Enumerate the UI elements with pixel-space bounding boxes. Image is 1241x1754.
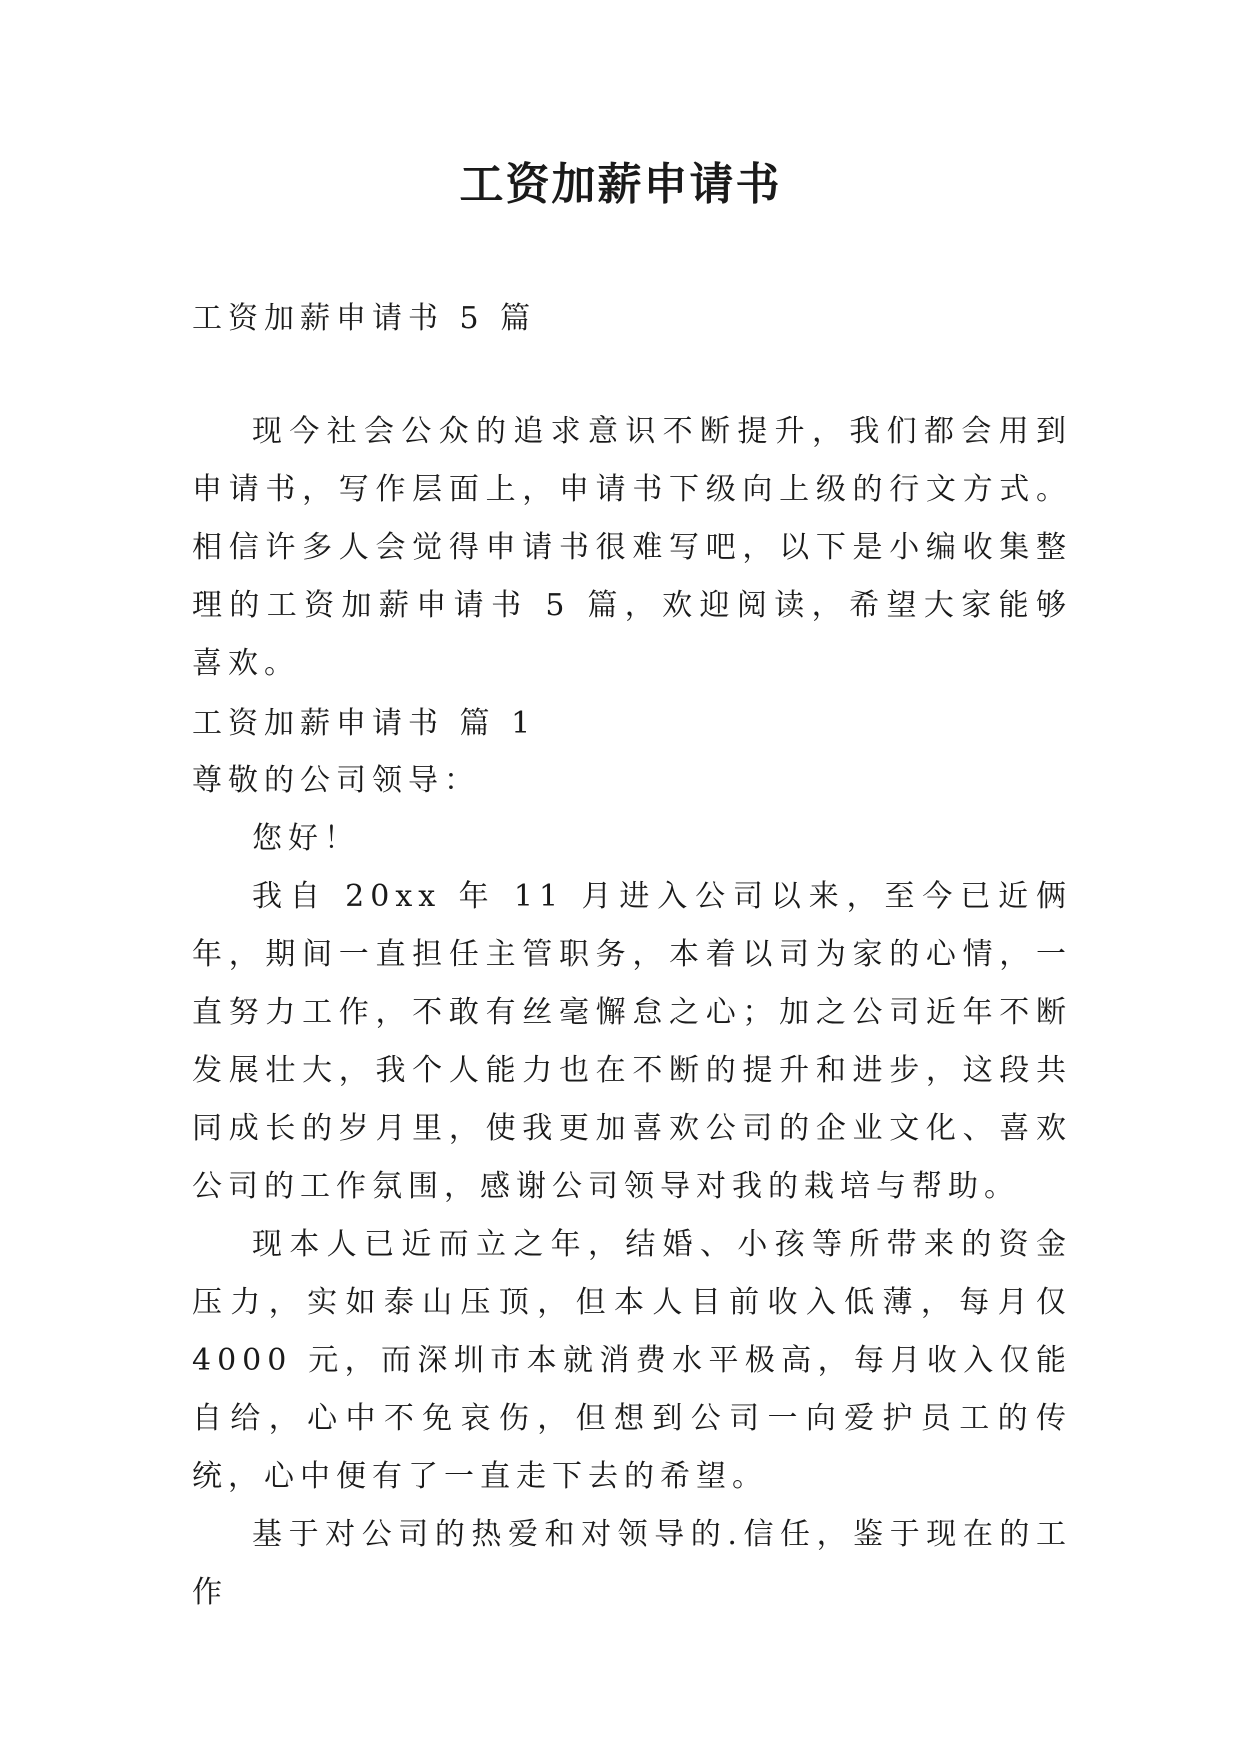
intro-paragraph: 现今社会公众的追求意识不断提升，我们都会用到申请书，写作层面上，申请书下级向上级的行文方式。相信许多人会觉得申请书很难写吧，以下是小编收集整理的工资加薪申请书 5 篇，欢迎阅读，希望大家能够喜欢。 (192, 414, 1072, 681)
document-title: 工资加薪申请书 (459, 159, 782, 210)
letter-body (192, 752, 1072, 1622)
section-title: 工资加薪申请书 篇 1 (192, 706, 537, 741)
greeting: 您好！ (252, 821, 360, 856)
body-paragraph: 现本人已近而立之年，结婚、小孩等所带来的资金压力，实如泰山压顶，但本人目前收入低薄，每月仅 4000 元，而深圳市本就消费水平极高，每月收入仅能自给，心中不免哀伤，但想到公司一向爱护员工的传统，心中便有了一直走下去的希望。 (192, 1227, 1072, 1494)
document-subtitle: 工资加薪申请书 5 篇 (192, 301, 537, 336)
body-paragraph: 我自 20xx 年 11 月进入公司以来，至今已近俩年，期间一直担任主管职务，本着以司为家的心情，一直努力工作，不敢有丝毫懈怠之心；加之公司近年不断发展壮大，我个人能力也在不断的提升和进步，这段共同成长的岁月里，使我更加喜欢公司的企业文化、喜欢公司的工作氛围，感谢公司领导对我的栽培与帮助。 (192, 879, 1072, 1204)
salutation: 尊敬的公司领导： (192, 763, 480, 798)
body-paragraph: 基于对公司的热爱和对领导的.信任，鉴于现在的工作 (192, 1517, 1072, 1610)
